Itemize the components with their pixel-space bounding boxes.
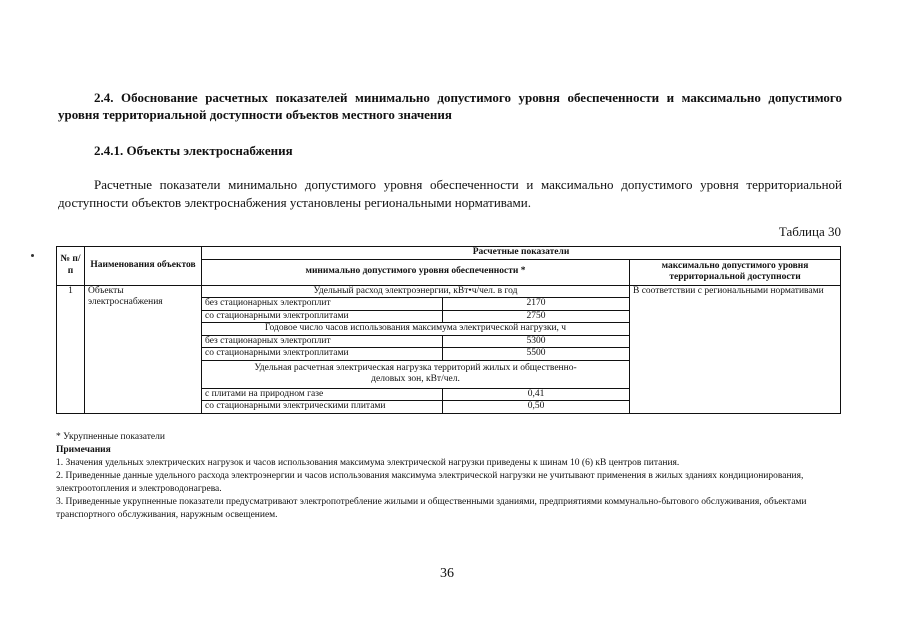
notes-title: Примечания (56, 445, 111, 455)
scan-dot (31, 254, 34, 257)
row-name: Объекты электроснабжения (85, 285, 202, 413)
cell-value: 0,50 (443, 401, 630, 414)
cell-value: 5300 (443, 335, 630, 348)
cell-label: без стационарных электроплит (202, 298, 443, 311)
header-indicators: Расчетные показатели (202, 247, 841, 260)
cell-label: со стационарными электроплитами (202, 348, 443, 361)
note-item: 2. Приведенные данные удельного расхода электроэнергии и часов использования максимума электрической нагрузки не учитывают применения в жилых зданиях кондиционирования, электроотопления и электроводонагрева. (56, 471, 804, 494)
section-heading: 2.4. Обоснование расчетных показателей минимально допустимого уровня обеспеченности и максимально допустимого уровня территориальной доступности объектов местного значения (58, 90, 842, 122)
page-number: 36 (440, 566, 454, 581)
table-row (57, 285, 841, 298)
asterisk-note: * Укрупненные показатели (56, 432, 165, 442)
cell-value: 5500 (443, 348, 630, 361)
max-value: В соответствии с региональными нормативами (630, 285, 841, 413)
table-notes (56, 431, 842, 522)
note-item: 3. Приведенные укрупненные показатели предусматривают электропотребление жилыми и общественными зданиями, предприятиями коммунально-бытового обслуживания, объектами транспортного обслуживания, наружным освещением. (56, 497, 807, 520)
cell-value: 2750 (443, 310, 630, 323)
subsection-heading: 2.4.1. Объекты электроснабжения (94, 143, 293, 158)
header-num: № п/п (57, 247, 85, 286)
header-min: минимально допустимого уровня обеспеченности * (202, 259, 630, 285)
group1-title: Удельный расход электроэнергии, кВт•ч/чел. в год (202, 285, 630, 298)
table-number: Таблица 30 (778, 224, 841, 239)
group2-title: Годовое число часов использования максимума электрической нагрузки, ч (202, 323, 630, 336)
group3-title: Удельная расчетная электрическая нагрузка территорий жилых и общественно-деловых зон, кВт/чел. (202, 360, 630, 388)
indicators-table (56, 246, 841, 414)
cell-label: со стационарными электроплитами (202, 310, 443, 323)
cell-value: 0,41 (443, 388, 630, 401)
cell-value: 2170 (443, 298, 630, 311)
header-max: максимально допустимого уровня территориальной доступности (630, 259, 841, 285)
cell-label: с плитами на природном газе (202, 388, 443, 401)
header-name: Наименования объектов (85, 247, 202, 286)
cell-label: со стационарными электрическими плитами (202, 401, 443, 414)
cell-label: без стационарных электроплит (202, 335, 443, 348)
table-header-row-1 (57, 247, 841, 260)
intro-paragraph: Расчетные показатели минимально допустимого уровня обеспеченности и максимально допустимого уровня территориальной доступности объектов электроснабжения установлены региональными нормативами. (58, 177, 842, 210)
note-item: 1. Значения удельных электрических нагрузок и часов использования максимума электрической нагрузки приведены к шинам 10 (6) кВ центров питания. (56, 458, 680, 468)
row-num: 1 (57, 285, 85, 413)
